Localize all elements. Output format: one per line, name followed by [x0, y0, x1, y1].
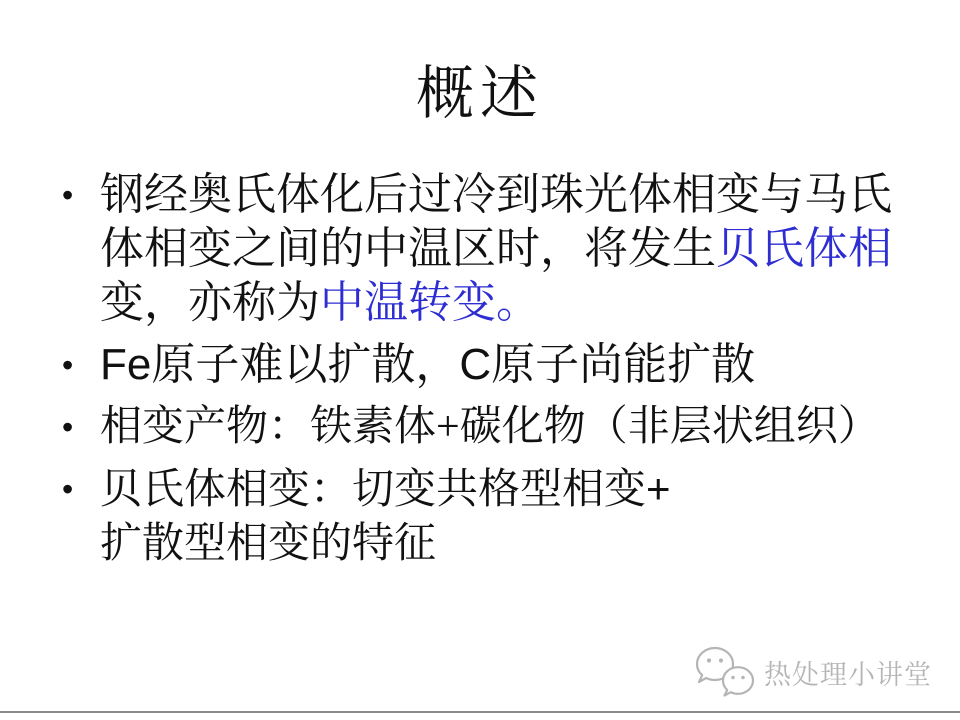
bullet-line	[100, 338, 930, 392]
bullet-line	[100, 462, 930, 517]
watermark	[694, 645, 932, 700]
text-segment: Fe	[100, 340, 152, 389]
bullet-line	[100, 517, 930, 571]
bullet-item	[60, 462, 930, 571]
bullet-marker: •	[62, 347, 74, 383]
text-segment: +	[646, 465, 671, 512]
bullet-marker: •	[62, 409, 74, 445]
bullet-list	[60, 168, 930, 579]
text-segment: 原子尚能扩散	[491, 340, 756, 389]
bullet-marker: •	[62, 471, 74, 507]
text-segment: 钢经奥氏体化后过冷到珠光体相变与马氏	[100, 170, 892, 219]
text-segment: C	[459, 340, 492, 389]
text-segment: 相变产物：铁素体	[100, 404, 437, 450]
text-segment: 体相变之间的中温区时，将发生	[100, 224, 716, 273]
text-segment: 中温转变。	[320, 278, 540, 327]
bullet-item	[60, 168, 930, 330]
text-segment: 原子难以扩散，	[151, 340, 460, 389]
bullet-line	[100, 400, 930, 454]
slide-title: 概述	[415, 61, 544, 126]
text-segment: 贝氏体相变：切变共格型相变	[100, 467, 647, 513]
wechat-logo-icon	[694, 645, 756, 700]
text-segment: +	[436, 404, 460, 450]
bullet-line	[100, 276, 930, 330]
text-segment: 变，亦称为	[100, 278, 320, 327]
bottom-divider	[0, 711, 960, 713]
bullet-item	[60, 400, 930, 454]
bullet-line	[100, 168, 930, 222]
text-segment: 碳化物（非层状组织）	[459, 404, 880, 450]
text-segment: 扩散型相变的特征	[100, 521, 437, 567]
watermark-text: 热处理小讲堂	[764, 660, 932, 690]
bullet-item	[60, 338, 930, 392]
bullet-marker: •	[62, 177, 74, 213]
bullet-line	[100, 222, 930, 276]
text-segment: 贝氏体相	[716, 224, 892, 273]
